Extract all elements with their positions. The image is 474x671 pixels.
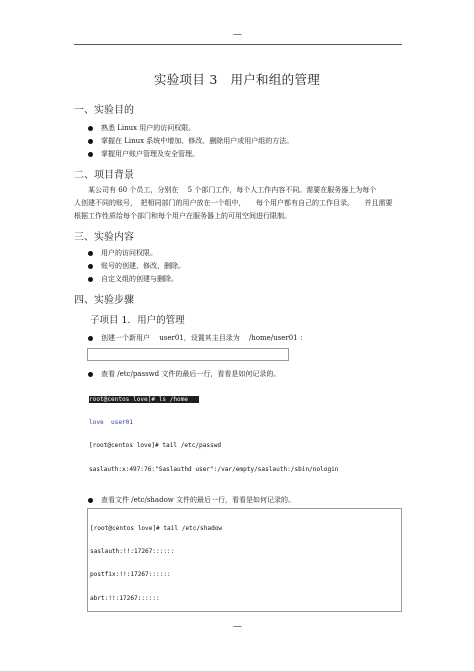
list-item (88, 136, 293, 146)
background-line-3: 根据工作性质给每个部门和每个用户在服务器上的可用空间进行限制。 (74, 212, 291, 220)
terminal-line: abrt:!!:17267:::::: (90, 594, 160, 602)
list-item (88, 261, 185, 271)
content-bullet-3: 自定义组的创建与删除。 (101, 275, 178, 283)
bullet-icon (88, 372, 93, 377)
terminal-line: [root@centos love]# tail /etc/passwd (89, 442, 222, 450)
terminal-line: root@centos love]# ls /home (89, 396, 199, 404)
section-heading-steps: 四、实验步骤 (74, 295, 134, 306)
bullet-icon (88, 498, 93, 503)
footer-mark: — (233, 622, 242, 632)
bullet-icon (88, 152, 93, 157)
purpose-bullet-2: 掌握在 Linux 系统中增加、修改、删除用户或用户组的方法。 (101, 137, 294, 145)
bullet-icon (88, 336, 93, 341)
list-item (88, 274, 178, 284)
subproject-title: 子项目 1．用户的管理 (90, 315, 185, 326)
step-3-text: 查看文件 /etc/shadow 文件的最后一行，看看是如何记录的。 (101, 496, 296, 504)
section-heading-background: 二、项目背景 (74, 170, 134, 181)
bullet-icon (88, 277, 93, 282)
bullet-icon (88, 126, 93, 131)
content-bullet-2: 账号的创建、修改、删除。 (101, 262, 185, 270)
list-item (88, 149, 199, 159)
background-line-1: 某公司有 60 个员工，分别在 5 个部门工作，每个人工作内容不同。需要在服务器上为每个 (88, 186, 377, 194)
list-item (88, 333, 307, 343)
bullet-icon (88, 264, 93, 269)
header-rule (74, 44, 402, 45)
purpose-bullet-3: 掌握用户账户管理及安全管理。 (101, 150, 199, 158)
list-item (88, 495, 295, 505)
list-item (88, 248, 157, 258)
terminal-line: saslauth:x:497:76:"Saslauthd user":/var/empty/saslauth:/sbin/nologin (89, 465, 339, 473)
background-line-2: 人创建不同的账号， 把相同部门的用户放在一个组中， 每个用户都有自己的工作目录。 并且需要 (74, 199, 393, 207)
purpose-bullet-1: 熟悉 Linux 用户的访问权限。 (101, 124, 196, 132)
step-1-text: 创建一个新用户 user01，设置其主目录为 /home/user01 ： (101, 334, 307, 342)
content-bullet-1: 用户的访问权限。 (101, 249, 157, 257)
terminal-line: [root@centos love]# tail /etc/shadow (90, 524, 223, 532)
step-2-text: 查看 /etc/passwd 文件的最后一行，看看是如何记录的。 (101, 370, 281, 378)
terminal-line: love user01 (89, 418, 134, 426)
bullet-icon (88, 251, 93, 256)
page-title: 实验项目 3 用户和组的管理 (153, 72, 321, 87)
list-item (88, 123, 195, 133)
terminal-line: postfix:!!:17267:::::: (90, 571, 171, 579)
list-item (88, 369, 280, 379)
terminal-useradd (87, 348, 289, 361)
terminal-passwd (87, 380, 389, 486)
terminal-line: saslauth:!!:17267:::::: (90, 547, 175, 555)
terminal-shadow (87, 508, 402, 612)
section-heading-content: 三、实验内容 (74, 232, 134, 243)
bullet-icon (88, 139, 93, 144)
header-mark: — (233, 30, 242, 40)
section-heading-purpose: 一、实验目的 (74, 105, 134, 116)
